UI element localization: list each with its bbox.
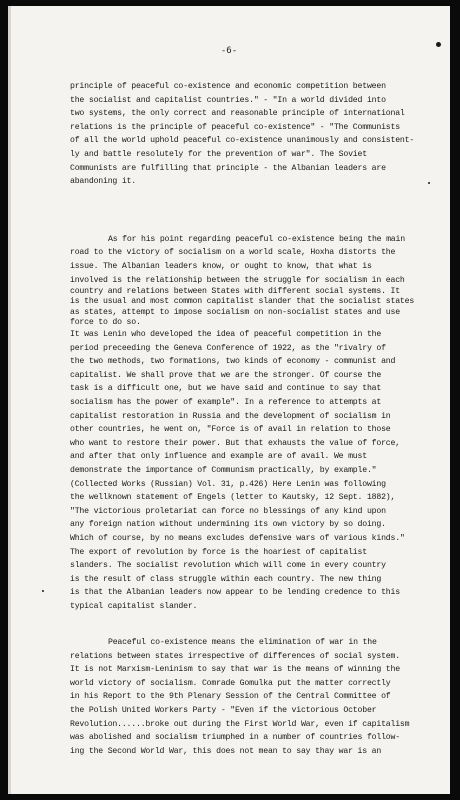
paragraph-1 — [70, 80, 432, 189]
text-line: period preceeding the Geneva Conference of 1922, as the "rivalry of — [70, 343, 386, 353]
text-line: capitalist. We shall prove that we are the stronger. Of course the — [70, 370, 382, 380]
text-line: Revolution......broke out during the First World War, even if capitalism — [70, 719, 410, 729]
text-line: It is not Marxism-Leninism to say that war is the means of winning the — [70, 665, 400, 675]
text-line: issue. The Albanian leaders know, or ought to know, that what is — [70, 261, 372, 271]
text-line: capitalist restoration in Russia and the development of socialism in — [70, 411, 391, 421]
text-line: demonstrate the importance of Communism practically, by example." — [70, 465, 377, 475]
text-line: of all the world uphold peaceful co-existence unanimously and consistent- — [70, 136, 415, 146]
paragraph-2-intro — [70, 233, 432, 247]
text-line: Peaceful co-existence means the elimination of war in the — [108, 638, 377, 647]
text-line: the two methods, two formations, two kinds of economy - communist and — [70, 357, 396, 367]
text-line: the Polish United Workers Party - "Even if the victorious October — [70, 705, 377, 715]
text-line: world victory of socialism. Comrade Gomulka put the matter correctly — [70, 678, 391, 688]
scan-speck — [42, 590, 44, 592]
text-line: relations is the principle of peaceful co-existence" - "The Communists — [70, 122, 400, 132]
text-line: as states, attempt to impose socialism on non-socialist states and use — [70, 307, 400, 317]
text-line: other countries, he went on, "Force is of avail in relation to those — [70, 425, 391, 435]
document-page — [8, 6, 450, 794]
text-line: in his Report to the 9th Plenary Session of the Central Committee of — [70, 692, 391, 702]
page-edge — [8, 6, 11, 794]
scan-speck — [428, 182, 430, 184]
text-line: the wellknown statement of Engels (letter to Kautsky, 12 Sept. 1882), — [70, 493, 396, 503]
text-line: who want to restore their power. But that exhausts the value of force, — [70, 438, 400, 448]
text-line: principle of peaceful co-existence and economic competition between — [70, 82, 386, 91]
text-line: It was Lenin who developed the idea of peaceful competition in the — [70, 330, 382, 339]
text-line: and after that only influence and example are of avail. We must — [70, 452, 367, 462]
text-line: As for his point regarding peaceful co-existence being the main — [108, 235, 405, 244]
text-line: road to the victory of socialism on a world scale, Hoxha distorts the — [70, 248, 396, 257]
text-line: two systems, the only correct and reasonable principle of international — [70, 109, 405, 119]
page-number: -6- — [220, 46, 238, 56]
text-line: Which of course, by no means excludes defensive wars of various kinds." — [70, 533, 405, 543]
text-line: relations between states irrespective of differences of social system. — [70, 651, 400, 661]
text-line: The export of revolution by force is the hoariest of capitalist — [70, 547, 367, 557]
scan-speck — [436, 42, 441, 47]
text-line: is the usual and most common capitalist slander that the socialist states — [70, 297, 415, 306]
text-line: any foreign nation without undermining its own victory by so doing. — [70, 520, 386, 530]
text-line: abandoning it. — [70, 177, 136, 187]
text-line: Communists are fulfilling that principle - the Albanian leaders are — [70, 163, 386, 173]
text-line: involved is the relationship between the struggle for socialism in each — [70, 276, 405, 285]
text-line: (Collected Works (Russian) Vol. 31, p.426) Here Lenin was following — [70, 479, 386, 489]
text-line: the socialist and capitalist countries." - "In a world divided into — [70, 95, 386, 105]
text-line: is the result of class struggle within each country. The new thing — [70, 574, 382, 584]
text-line: ly and battle resolutely for the prevention of war". The Soviet — [70, 149, 367, 159]
text-line: typical capitalist slander. — [70, 601, 198, 611]
text-line: force to do so. — [70, 318, 141, 327]
text-line: was abolished and socialism triumphed in a number of countries follow- — [70, 733, 400, 743]
text-line: country and relations between States with different social systems. It — [70, 286, 400, 296]
text-line: task is a difficult one, but we have said and continue to say that — [70, 384, 382, 394]
text-line: socialism has the power of example". In a reference to attempts at — [70, 397, 382, 407]
paragraph-2-cont — [70, 246, 432, 273]
paragraph-2-inserted — [70, 276, 432, 329]
text-line: is that the Albanian leaders now appear to be lending credence to this — [70, 588, 400, 598]
text-line: slanders. The socialist revolution which will come in every country — [70, 561, 386, 571]
paragraph-peaceful-coexistence — [70, 636, 432, 758]
paragraph-lenin — [70, 328, 432, 613]
text-line: ing the Second World War, this does not mean to say thay war is an — [70, 746, 382, 756]
text-line: "The victorious proletariat can force no blessings of any kind upon — [70, 506, 386, 516]
